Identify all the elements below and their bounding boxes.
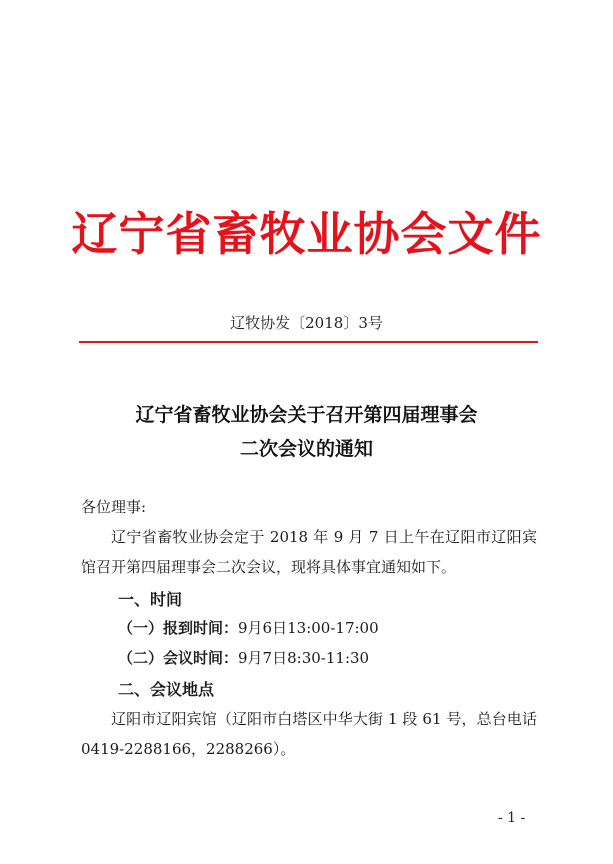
- section-location-heading: 二、会议地点: [118, 680, 215, 699]
- salutation: 各位理事:: [81, 498, 147, 516]
- meeting-time-label: （二）会议时间：: [118, 649, 239, 667]
- meeting-time-value: 9月7日8:30-11:30: [238, 649, 370, 667]
- registration-time-item: [118, 613, 538, 643]
- document-number: 辽牧协发〔2018〕3号: [230, 314, 383, 332]
- meeting-time-item: [118, 643, 538, 673]
- document-header-title: 辽宁省畜牧业协会文件: [71, 207, 542, 261]
- page-number: - 1 -: [498, 810, 526, 826]
- registration-time-value: 9月6日13:00-17:00: [238, 619, 379, 637]
- notice-title-line1: 辽宁省畜牧业协会关于召开第四届理事会: [135, 404, 478, 426]
- notice-title: [0, 398, 613, 466]
- registration-time-label: （一）报到时间：: [118, 619, 239, 637]
- red-divider-line: [79, 341, 538, 343]
- intro-paragraph: 辽宁省畜牧业协会定于 2018 年 9 月 7 日上午在辽阳市辽阳宾馆召开第四届理事会二次会议，现将具体事宜通知如下。: [81, 528, 537, 576]
- section-time-heading: 一、时间: [118, 590, 183, 609]
- location-paragraph: 辽阳市辽阳宾馆（辽阳市白塔区中华大街 1 段 61 号，总台电话 0419-2288166，2288266）。: [81, 710, 537, 758]
- notice-title-line2: 二次会议的通知: [239, 438, 373, 460]
